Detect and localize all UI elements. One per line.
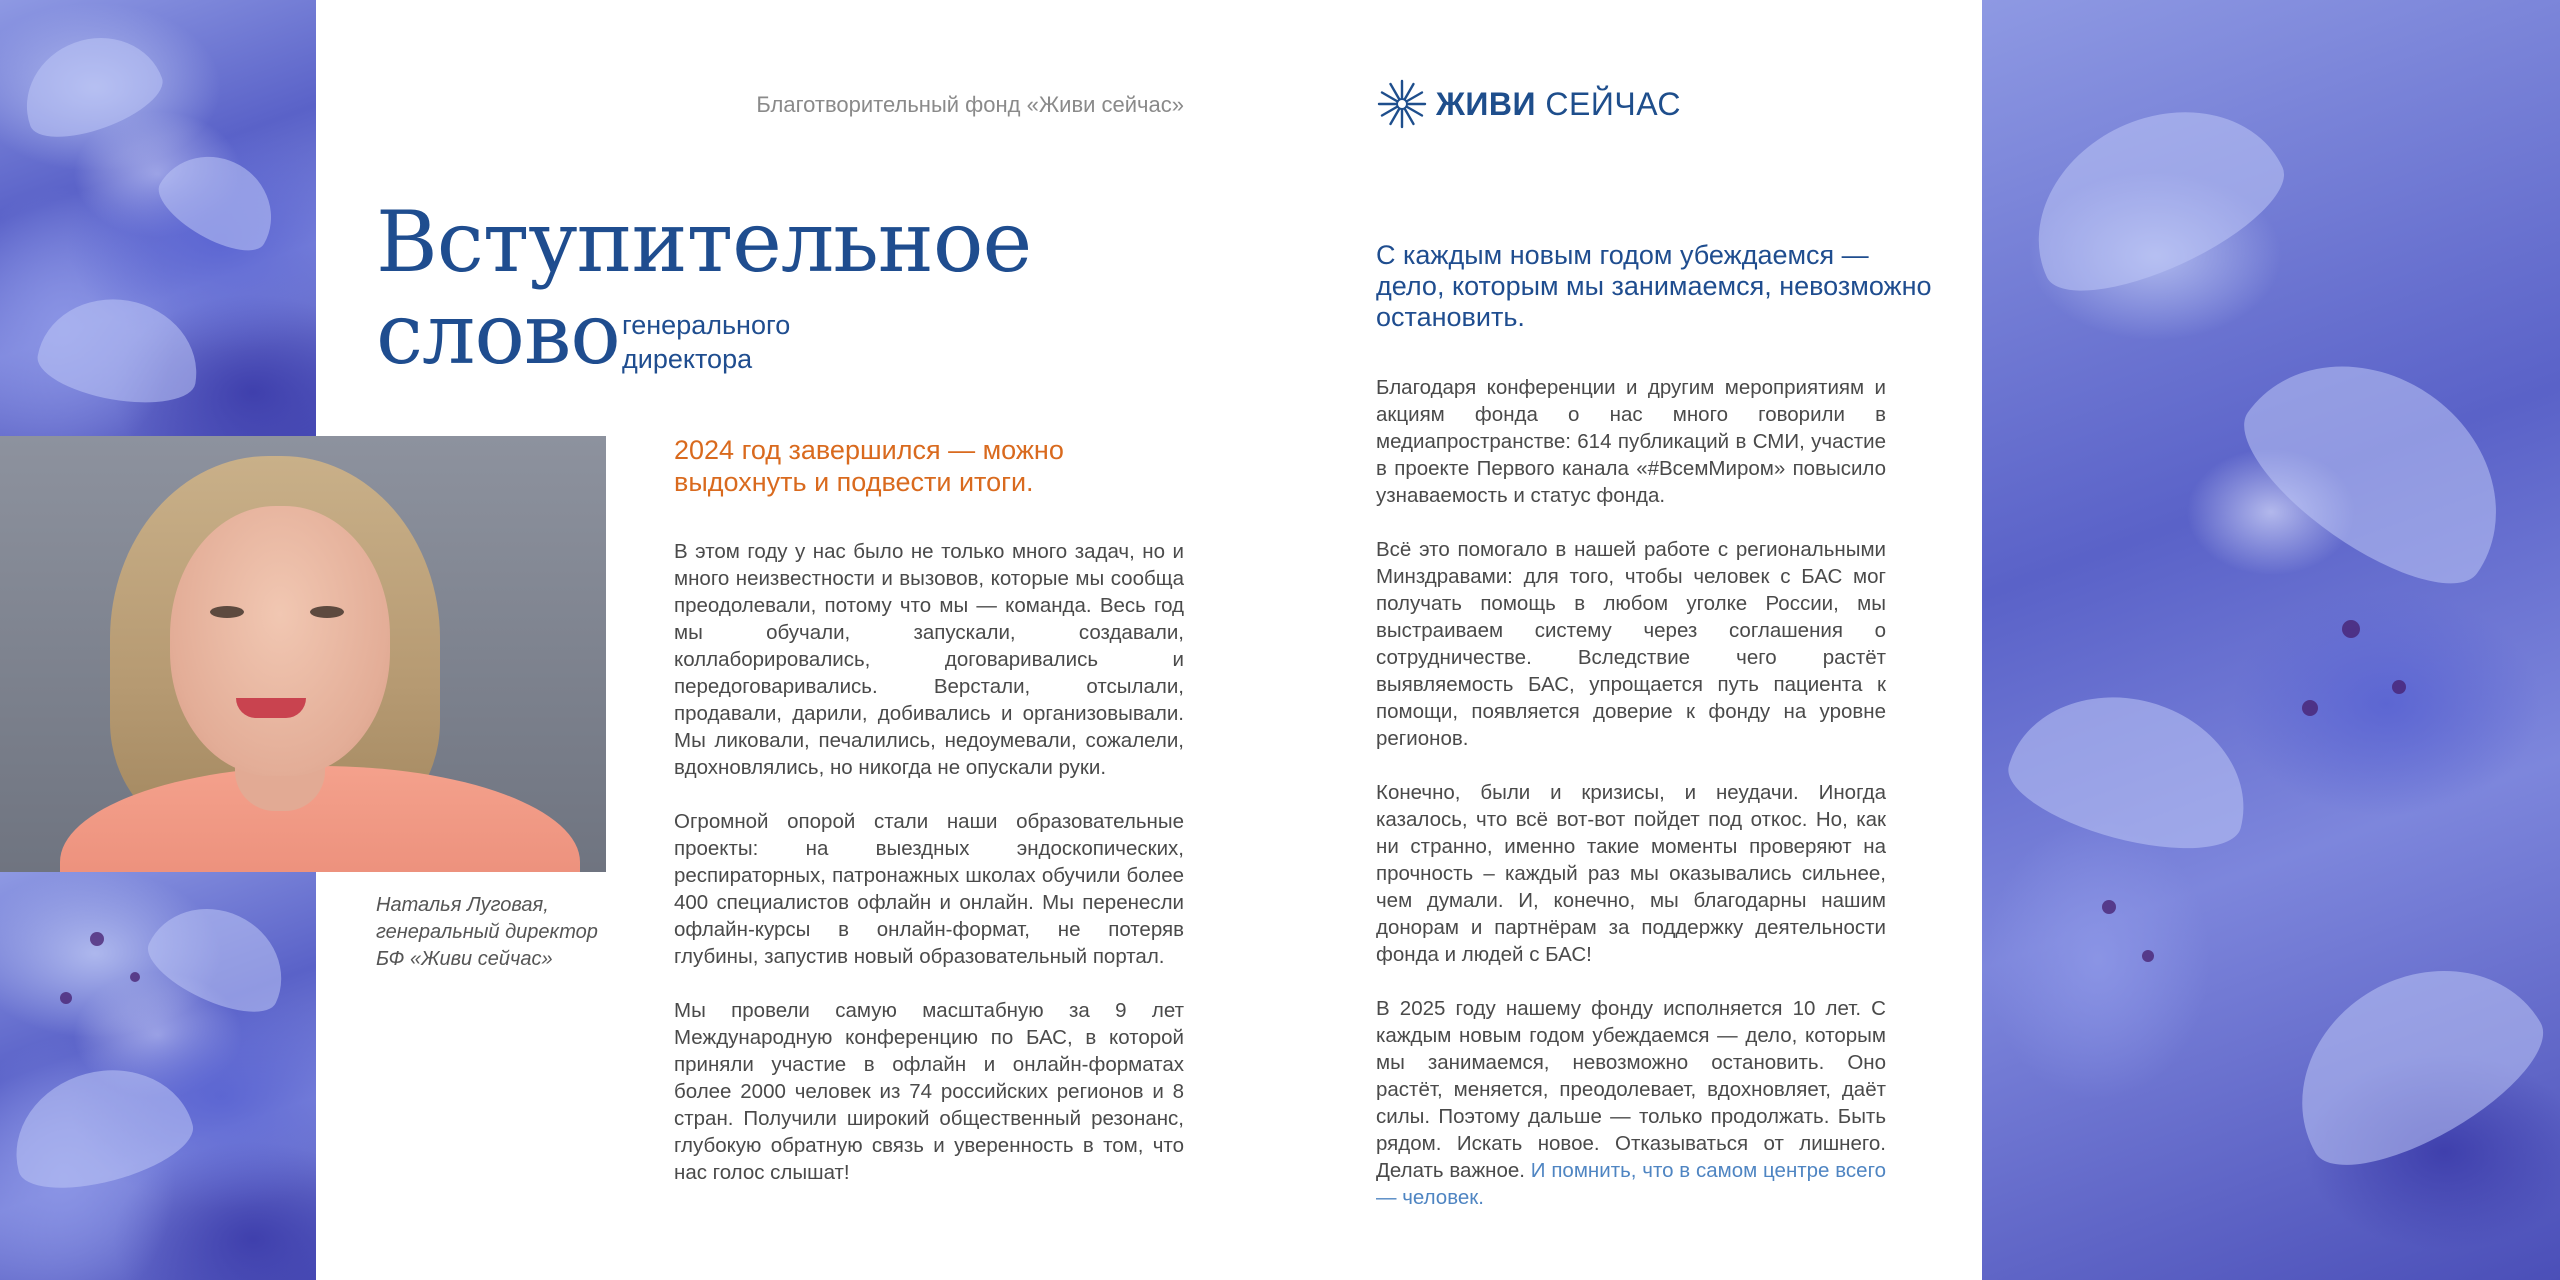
page-subtitle-line1: генерального [622, 310, 791, 340]
logo-word-light: СЕЙЧАС [1545, 85, 1681, 122]
page-subtitle-line2: директора [622, 344, 753, 374]
cornflower-image-left-bottom [0, 872, 316, 1280]
right-paragraph: Благодаря конференции и другим мероприятиям и акциям фонда о нас много говорили в медиапространстве: 614 публикаций в СМИ, участие в проекте Первого канала «#ВсемМиром» повысило узнаваемость и статус фонда. [1376, 376, 1886, 507]
left-column-body [674, 538, 1184, 1213]
cornflower-image-right [1982, 0, 2560, 1280]
left-paragraph: Огромной опорой стали наши образовательные проекты: на выездных эндоскопических, респираторных, патронажных школах обучили более 400 специалистов офлайн и онлайн. Мы перенесли офлайн-курсы в онлайн-формат, не потеряв глубины, запустив новый образовательный портал. [674, 810, 1184, 968]
right-column-lead: С каждым новым годом убеждаемся — дело, которым мы занимаемся, невозможно остановить. [1376, 240, 1932, 332]
caption-name: Наталья Луговая, [376, 894, 549, 916]
page-title-line2: слово [376, 285, 620, 383]
photo-caption [376, 892, 626, 973]
cornflower-logo-icon [1376, 78, 1428, 130]
final-paragraph-text: В 2025 году нашему фонду исполняется 10 лет. С каждым новым годом убеждаемся — дело, которым мы занимаемся, невозможно остановить. Оно растёт, меняется, преодолевает, вдохновляет, даёт силы. Поэтому дальше — только продолжать. Быть рядом. Искать новое. Отказываться от лишнего. Делать важное. [1376, 997, 1886, 1182]
logo-wordmark [1436, 86, 1681, 123]
right-column-body [1376, 374, 1886, 1238]
right-paragraph: Всё это помогало в нашей работе с региональными Минздравами: для того, чтобы человек с БАС мог получать помощь в любом уголке России, мы выстраиваем систему через соглашения о сотрудничестве. Вследствие чего растёт выявляемость БАС, упрощается путь пациента к помощи, появляется доверие к фонду на уровне регионов. [1376, 538, 1886, 750]
final-paragraph-accent: И помнить, что в самом центре всего — человек. [1376, 1159, 1886, 1209]
caption-position: генеральный директор [376, 921, 598, 943]
foundation-name: Благотворительный фонд «Живи сейчас» [756, 92, 1184, 117]
page-title-line1: Вступительное [376, 193, 1032, 291]
left-paragraph: В этом году у нас было не только много задач, но и много неизвестности и вызовов, которые мы сообща преодолевали, потому что мы — команда. Весь год мы обучали, запускали, создавали, коллаборировались, договаривались и передоговаривались. Верстали, отсылали, продавали, дарили, добивались и организовывали. Мы ликовали, печалились, недоумевали, сожалели, вдохновлялись, но никогда не опускали руки. [674, 540, 1184, 779]
page-subtitle [622, 308, 842, 376]
right-paragraph: Конечно, были и кризисы, и неудачи. Иногда казалось, что всё вот-вот пойдет под откос. Но, как ни странно, именно такие моменты проверяют на прочность – каждый раз мы оказывались сильнее, чем думали. И, конечно, мы благодарны нашим донорам и партнёрам за поддержку деятельности фонда и людей с БАС! [1376, 781, 1886, 966]
caption-organization: БФ «Живи сейчас» [376, 948, 553, 970]
foundation-logo [1376, 78, 1681, 130]
left-column-lead: 2024 год завершился — можно выдохнуть и подвести итоги. [674, 435, 1064, 497]
left-paragraph: Мы провели самую масштабную за 9 лет Международную конференцию по БАС, в которой приняли участие в офлайн и онлайн-форматах более 2000 человек из 74 российских регионов и 8 стран. Получили широкий общественный резонанс, глубокую обратную связь и уверенность в том, что нас голос слышат! [674, 999, 1184, 1184]
logo-word-bold: ЖИВИ [1436, 85, 1537, 122]
cornflower-image-left-top [0, 0, 316, 436]
right-paragraph-final [1376, 995, 1886, 1211]
director-portrait-photo [0, 436, 606, 872]
